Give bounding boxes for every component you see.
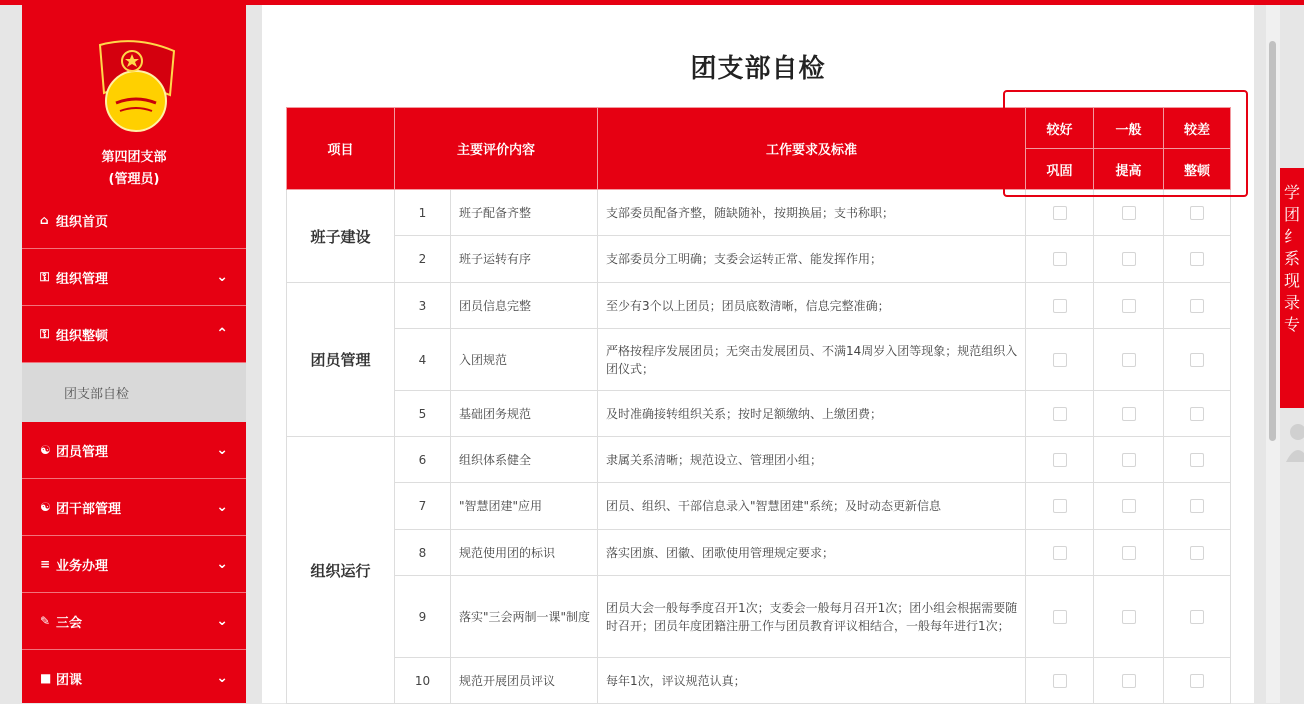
header-project: 项目 bbox=[287, 108, 395, 190]
header-standard: 工作要求及标准 bbox=[598, 108, 1026, 190]
row-number: 7 bbox=[395, 483, 451, 530]
row-item: 落实"三会两制一课"制度 bbox=[451, 576, 598, 658]
row-standard: 支部委员配备齐整，随缺随补，按期换届；支书称职； bbox=[598, 190, 1026, 236]
checkbox-poor[interactable] bbox=[1190, 453, 1204, 467]
row-standard: 严格按程序发展团员；无突击发展团员、不满14周岁入团等现象；规范组织入团仪式； bbox=[598, 329, 1026, 391]
checkbox-good[interactable] bbox=[1053, 353, 1067, 367]
row-standard: 落实团旗、团徽、团歌使用管理规定要求； bbox=[598, 530, 1026, 576]
header-content: 主要评价内容 bbox=[395, 108, 598, 190]
header-good: 较好 bbox=[1026, 108, 1094, 149]
row-number: 10 bbox=[395, 658, 451, 704]
float-tab-char: 现 bbox=[1283, 271, 1300, 290]
checkbox-normal[interactable] bbox=[1122, 546, 1136, 560]
row-number: 4 bbox=[395, 329, 451, 391]
header-normal: 一般 bbox=[1094, 108, 1164, 149]
checkbox-good[interactable] bbox=[1053, 546, 1067, 560]
row-number: 3 bbox=[395, 283, 451, 329]
row-standard: 至少有3个以上团员；团员底数清晰，信息完整准确； bbox=[598, 283, 1026, 329]
rating-columns-highlight bbox=[1003, 90, 1248, 197]
sidebar-item-cadre-manage[interactable] bbox=[22, 479, 246, 536]
row-number: 5 bbox=[395, 391, 451, 437]
row-number: 9 bbox=[395, 576, 451, 658]
checkbox-good[interactable] bbox=[1053, 453, 1067, 467]
row-item: 团员信息完整 bbox=[451, 283, 598, 329]
chevron-down-icon: ⌄ bbox=[216, 499, 228, 515]
header-poor: 较差 bbox=[1164, 108, 1231, 149]
sidebar-item-org-home[interactable] bbox=[22, 192, 246, 249]
sidebar-item-business[interactable] bbox=[22, 536, 246, 593]
table-row bbox=[287, 236, 1231, 283]
row-standard: 团员、组织、干部信息录入"智慧团建"系统；及时动态更新信息 bbox=[598, 483, 1026, 530]
list-icon: ≡ bbox=[40, 557, 51, 571]
sidebar-item-three-meetings[interactable] bbox=[22, 593, 246, 650]
row-standard: 支部委员分工明确；支委会运转正常、能发挥作用； bbox=[598, 236, 1026, 283]
folder-icon: ■ bbox=[40, 671, 52, 685]
row-item: 班子运转有序 bbox=[451, 236, 598, 283]
row-item: "智慧团建"应用 bbox=[451, 483, 598, 530]
float-tab-char: 系 bbox=[1283, 249, 1300, 268]
users-icon: ☯ bbox=[40, 443, 51, 457]
sidebar-item-member-manage[interactable] bbox=[22, 422, 246, 479]
checkbox-poor[interactable] bbox=[1190, 299, 1204, 313]
float-tab-char: 学 bbox=[1283, 183, 1300, 202]
sidebar-item-org-manage[interactable] bbox=[22, 249, 246, 306]
org-name: 第四团支部 bbox=[101, 150, 167, 165]
page-scrollbar[interactable] bbox=[1266, 5, 1280, 703]
float-tab-char: 纟 bbox=[1283, 227, 1300, 246]
table-row bbox=[287, 483, 1231, 530]
row-standard: 隶属关系清晰；规范设立、管理团小组； bbox=[598, 437, 1026, 483]
checkbox-good[interactable] bbox=[1053, 252, 1067, 266]
edit-icon: ✎ bbox=[40, 614, 51, 628]
float-tab-char: 团 bbox=[1283, 205, 1300, 224]
floating-side-tab[interactable] bbox=[1280, 168, 1304, 408]
row-item: 规范开展团员评议 bbox=[451, 658, 598, 704]
scrollbar-thumb[interactable] bbox=[1269, 41, 1276, 441]
header-consolidate: 巩固 bbox=[1026, 149, 1094, 190]
org-role: (管理员) bbox=[108, 172, 160, 187]
checkbox-normal[interactable] bbox=[1122, 674, 1136, 688]
table-row bbox=[287, 329, 1231, 391]
checkbox-normal[interactable] bbox=[1122, 453, 1136, 467]
checkbox-normal[interactable] bbox=[1122, 353, 1136, 367]
table-row bbox=[287, 283, 1231, 329]
chevron-down-icon: ⌄ bbox=[216, 556, 228, 572]
checkbox-poor[interactable] bbox=[1190, 499, 1204, 513]
row-number: 8 bbox=[395, 530, 451, 576]
checkbox-poor[interactable] bbox=[1190, 353, 1204, 367]
float-tab-char: 专 bbox=[1283, 315, 1300, 334]
sidebar-item-label: 团员管理 bbox=[56, 444, 109, 460]
header-rectify: 整顿 bbox=[1164, 149, 1231, 190]
row-number: 6 bbox=[395, 437, 451, 483]
table-row bbox=[287, 530, 1231, 576]
org-tree-icon: ⚿ bbox=[40, 326, 50, 341]
user-icon[interactable] bbox=[1284, 418, 1304, 470]
checkbox-normal[interactable] bbox=[1122, 299, 1136, 313]
row-item: 组织体系健全 bbox=[451, 437, 598, 483]
table-row bbox=[287, 391, 1231, 437]
home-icon: ⌂ bbox=[40, 213, 49, 227]
checkbox-good[interactable] bbox=[1053, 299, 1067, 313]
checkbox-poor[interactable] bbox=[1190, 407, 1204, 421]
sidebar-item-label: 组织首页 bbox=[56, 214, 109, 230]
checkbox-good[interactable] bbox=[1053, 610, 1067, 624]
checkbox-good[interactable] bbox=[1053, 206, 1067, 220]
checkbox-poor[interactable] bbox=[1190, 206, 1204, 220]
float-tab-char: 录 bbox=[1283, 293, 1300, 312]
category-cell: 组织运行 bbox=[287, 437, 395, 704]
org-tree-icon: ⚿ bbox=[40, 269, 50, 284]
sidebar-item-label: 团支部自检 bbox=[64, 387, 130, 402]
sidebar-item-label: 组织整顿 bbox=[56, 328, 109, 344]
row-standard: 每年1次，评议规范认真； bbox=[598, 658, 1026, 704]
row-number: 2 bbox=[395, 236, 451, 283]
row-item: 班子配备齐整 bbox=[451, 190, 598, 236]
chevron-down-icon: ⌄ bbox=[216, 442, 228, 458]
row-number: 1 bbox=[395, 190, 451, 236]
checkbox-good[interactable] bbox=[1053, 407, 1067, 421]
row-standard: 团员大会一般每季度召开1次；支委会一般每月召开1次；团小组会根据需要随时召开；团员年度团籍注册工作与团员教育评议相结合，一般每年进行1次； bbox=[598, 576, 1026, 658]
row-item: 基础团务规范 bbox=[451, 391, 598, 437]
main-content bbox=[262, 5, 1254, 703]
category-cell: 团员管理 bbox=[287, 283, 395, 437]
checkbox-poor[interactable] bbox=[1190, 546, 1204, 560]
header-improve: 提高 bbox=[1094, 149, 1164, 190]
sidebar-item-league-class[interactable] bbox=[22, 650, 246, 703]
sidebar-menu bbox=[22, 192, 246, 703]
sidebar bbox=[22, 5, 246, 703]
checkbox-normal[interactable] bbox=[1122, 252, 1136, 266]
league-emblem-icon bbox=[90, 37, 182, 137]
checkbox-normal[interactable] bbox=[1122, 407, 1136, 421]
page-title: 团支部自检 bbox=[690, 54, 826, 84]
chevron-down-icon: ⌄ bbox=[216, 269, 228, 285]
sidebar-item-label: 团课 bbox=[56, 672, 83, 688]
sidebar-item-label: 组织管理 bbox=[56, 271, 109, 287]
sidebar-item-label: 业务办理 bbox=[56, 558, 109, 574]
chevron-down-icon: ⌄ bbox=[216, 613, 228, 629]
sidebar-header bbox=[22, 5, 246, 140]
chevron-down-icon: ⌄ bbox=[216, 670, 228, 686]
category-cell: 班子建设 bbox=[287, 190, 395, 283]
table-row bbox=[287, 576, 1231, 658]
checkbox-poor[interactable] bbox=[1190, 610, 1204, 624]
sidebar-item-label: 团干部管理 bbox=[56, 501, 122, 517]
checkbox-good[interactable] bbox=[1053, 674, 1067, 688]
checkbox-normal[interactable] bbox=[1122, 610, 1136, 624]
users-icon: ☯ bbox=[40, 500, 51, 514]
sidebar-item-label: 三会 bbox=[56, 615, 83, 631]
sidebar-item-org-rectify[interactable] bbox=[22, 306, 246, 363]
row-item: 入团规范 bbox=[451, 329, 598, 391]
table-row bbox=[287, 437, 1231, 483]
table-row bbox=[287, 658, 1231, 704]
row-standard: 及时准确接转组织关系；按时足额缴纳、上缴团费； bbox=[598, 391, 1026, 437]
sidebar-subitem-self-check[interactable] bbox=[22, 363, 246, 422]
row-item: 规范使用团的标识 bbox=[451, 530, 598, 576]
checkbox-poor[interactable] bbox=[1190, 252, 1204, 266]
checkbox-good[interactable] bbox=[1053, 499, 1067, 513]
checkbox-normal[interactable] bbox=[1122, 206, 1136, 220]
chevron-up-icon: ⌃ bbox=[216, 326, 228, 342]
checkbox-poor[interactable] bbox=[1190, 674, 1204, 688]
checkbox-normal[interactable] bbox=[1122, 499, 1136, 513]
